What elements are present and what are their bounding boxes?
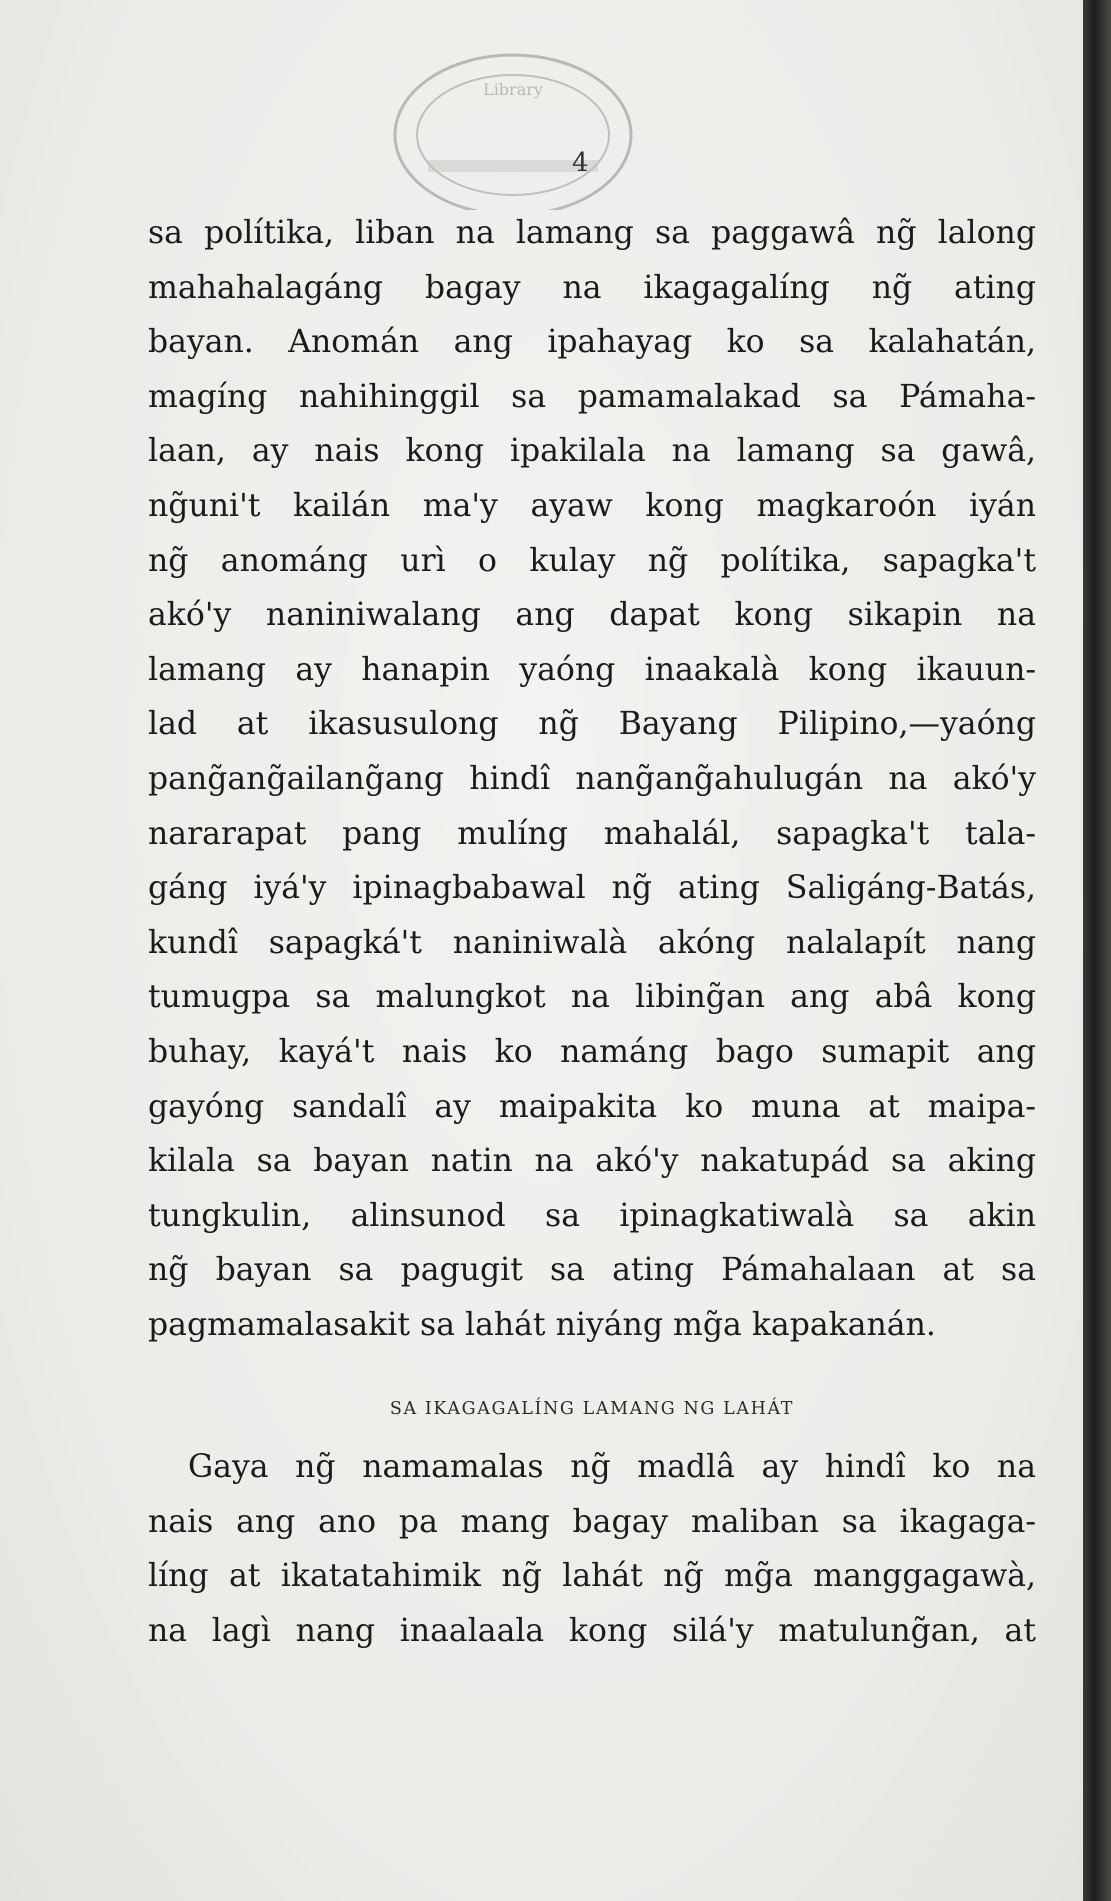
- text-line: ng̃uni't kailán ma'y ayaw kong magkaroón iyán: [148, 487, 1036, 524]
- text-line: ng̃ anománg urì o kulay ng̃ polítika, sapagka't: [148, 542, 1036, 579]
- text-line: bayan. Anomán ang ipahayag ko sa kalahatán,: [148, 324, 1036, 361]
- text-line: nararapat pang mulíng mahalál, sapagka't tala-: [148, 815, 1036, 852]
- text-line: ng̃ bayan sa pagugit sa ating Pámahalaan at sa: [148, 1252, 1036, 1289]
- stamp-text: Library: [483, 80, 543, 99]
- text-line: akó'y naniniwalang ang dapat kong sikapin na: [148, 597, 1036, 634]
- text-line: laan, ay nais kong ipakilala na lamang sa gawâ,: [148, 433, 1036, 470]
- section-heading: SA IKAGAGALÍNG LAMANG NG LAHÁT: [389, 1399, 795, 1419]
- text-line: mahahalagáng bagay na ikagagalíng ng̃ ating: [148, 269, 1036, 306]
- text-line: buhay, kayá't nais ko namáng bago sumapit ang: [148, 1033, 1036, 1070]
- text-line: líng at ikatatahimik ng̃ lahát ng̃ mg̃a manggagawà,: [148, 1558, 1036, 1595]
- text-line: sa polítika, liban na lamang sa paggawâ ng̃ lalong: [148, 215, 1036, 251]
- text-line: kilala sa bayan natin na akó'y nakatupád sa aking: [148, 1143, 1036, 1180]
- library-stamp: [378, 40, 648, 210]
- text-line: lamang ay hanapin yaóng inaakalà kong ikauun-: [148, 651, 1036, 688]
- text-line: nais ang ano pa mang bagay maliban sa ikagaga-: [148, 1503, 1036, 1540]
- text-line: na lagì nang inaalaala kong silá'y matulung̃an, at: [148, 1612, 1036, 1649]
- text-line: gayóng sandalî ay maipakita ko muna at maipa-: [148, 1088, 1036, 1125]
- text-line: pagmamalasakit sa lahát niyáng mg̃a kapakanán.: [148, 1306, 936, 1343]
- text-line: tungkulin, alinsunod sa ipinagkatiwalà sa akin: [148, 1197, 1036, 1234]
- text-line: pang̃ang̃ailang̃ang hindî nang̃ang̃ahulugán na akó'y: [148, 760, 1036, 797]
- paragraph-1: [148, 206, 1036, 1352]
- text-line: tumugpa sa malungkot na libing̃an ang abâ kong: [148, 979, 1036, 1016]
- text-line: kundî sapagká't naniniwalà akóng nalalapít nang: [148, 924, 1036, 961]
- page-number: 4: [572, 148, 589, 178]
- text-line: magíng nahihinggil sa pamamalakad sa Pámaha-: [148, 378, 1036, 415]
- text-line: gáng iyá'y ipinagbabawal ng̃ ating Saligáng-Batás,: [148, 870, 1036, 907]
- paragraph-2: [148, 1440, 1036, 1658]
- page-edge: [1083, 0, 1111, 1901]
- text-line: Gaya ng̃ namamalas ng̃ madlâ ay hindî ko na: [188, 1449, 1036, 1485]
- text-line: lad at ikasusulong ng̃ Bayang Pilipino,—yaóng: [148, 706, 1036, 743]
